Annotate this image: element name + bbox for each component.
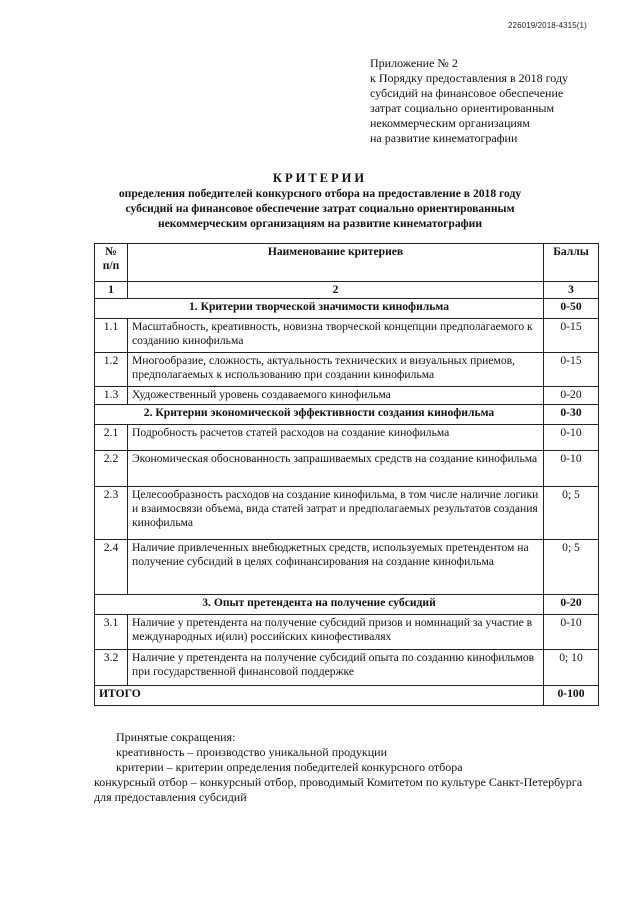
table-row <box>95 425 599 451</box>
row-criterion: Целесообразность расходов на создание кинофильма, в том числе наличие логики и взаимосвязи объема, вида статей затрат и предполагаемых результатов создания кинофильма <box>128 487 544 540</box>
index-cell: 2 <box>128 282 544 299</box>
table-index-row <box>95 282 599 299</box>
row-points: 0-15 <box>544 319 599 353</box>
abbreviations-heading: Принятые сокращения: <box>116 730 236 744</box>
criteria-table <box>94 243 599 706</box>
row-points: 0-15 <box>544 353 599 387</box>
section-points: 0-50 <box>544 299 599 319</box>
appendix-line: затрат социально ориентированным <box>370 101 555 115</box>
subtitle-line: определения победителей конкурсного отбора на предоставление в 2018 году <box>118 187 522 200</box>
appendix-line: к Порядку предоставления в 2018 году <box>370 71 569 85</box>
row-points: 0-10 <box>544 451 599 487</box>
table-row <box>95 650 599 686</box>
row-number: 2.1 <box>95 425 128 451</box>
appendix-line: на развитие кинематографии <box>370 131 518 145</box>
table-row <box>95 319 599 353</box>
abbreviation-item: креативность – производство уникальной продукции <box>116 745 388 759</box>
row-number: 1.2 <box>95 353 128 387</box>
row-points: 0-10 <box>544 615 599 650</box>
row-points: 0; 5 <box>544 540 599 595</box>
appendix-line: субсидий на финансовое обеспечение <box>370 86 564 100</box>
row-points: 0; 10 <box>544 650 599 686</box>
index-cell: 1 <box>95 282 128 299</box>
row-number: 2.4 <box>95 540 128 595</box>
row-criterion: Экономическая обоснованность запрашиваемых средств на создание кинофильма <box>128 451 544 487</box>
section-title: 3. Опыт претендента на получение субсидий <box>95 595 544 615</box>
row-criterion: Масштабность, креативность, новизна творческой концепции предполагаемого к созданию кинофильма <box>128 319 544 353</box>
row-criterion: Наличие у претендента на получение субсидий опыта по созданию кинофильмов при государственной финансовой поддержке <box>128 650 544 686</box>
row-criterion: Наличие привлеченных внебюджетных средств, используемых претендентом на получение субсидий в целях софинансирования на создание кинофильма <box>128 540 544 595</box>
document-subtitle <box>0 186 640 231</box>
document-title: КРИТЕРИИ <box>272 171 368 185</box>
subtitle-line: субсидий на финансовое обеспечение затрат социально ориентированным <box>125 202 515 215</box>
abbreviation-item: конкурсный отбор – конкурсный отбор, проводимый Комитетом по культуре Санкт-Петербурга для предоставления субсидий <box>94 775 583 804</box>
row-number: 2.2 <box>95 451 128 487</box>
header-criteria-name: Наименование критериев <box>128 244 544 282</box>
section-row <box>95 299 599 319</box>
row-points: 0; 5 <box>544 487 599 540</box>
row-criterion: Художественный уровень создаваемого кинофильма <box>128 387 544 405</box>
appendix-line: Приложение № 2 <box>370 56 458 70</box>
table-row <box>95 353 599 387</box>
section-title: 1. Критерии творческой значимости кинофильма <box>95 299 544 319</box>
row-points: 0-20 <box>544 387 599 405</box>
total-row <box>95 686 599 706</box>
row-criterion: Подробность расчетов статей расходов на создание кинофильма <box>128 425 544 451</box>
header-number: № п/п <box>95 244 128 282</box>
row-criterion: Наличие у претендента на получение субсидий призов и номинаций за участие в международных и(или) российских кинофестивалях <box>128 615 544 650</box>
table-row <box>95 487 599 540</box>
appendix-heading <box>370 56 620 146</box>
total-label: ИТОГО <box>95 686 544 706</box>
abbreviations-block <box>94 730 602 805</box>
row-number: 2.3 <box>95 487 128 540</box>
table-row <box>95 451 599 487</box>
row-number: 3.2 <box>95 650 128 686</box>
table-row <box>95 540 599 595</box>
index-cell: 3 <box>544 282 599 299</box>
row-points: 0-10 <box>544 425 599 451</box>
table-header-row <box>95 244 599 282</box>
row-criterion: Многообразие, сложность, актуальность технических и визуальных приемов, предполагаемых к использованию при создании кинофильма <box>128 353 544 387</box>
table-row <box>95 615 599 650</box>
row-number: 1.1 <box>95 319 128 353</box>
subtitle-line: некоммерческим организациям на развитие кинематографии <box>157 217 483 230</box>
document-registration-number: 226019/2018-4315(1) <box>508 21 587 30</box>
section-row <box>95 595 599 615</box>
total-points: 0-100 <box>544 686 599 706</box>
section-points: 0-30 <box>544 405 599 425</box>
section-row <box>95 405 599 425</box>
appendix-line: некоммерческим организациям <box>370 116 530 130</box>
section-title: 2. Критерии экономической эффективности создания кинофильма <box>95 405 544 425</box>
row-number: 1.3 <box>95 387 128 405</box>
table-row <box>95 387 599 405</box>
header-points: Баллы <box>544 244 599 282</box>
section-points: 0-20 <box>544 595 599 615</box>
abbreviation-item: критерии – критерии определения победителей конкурсного отбора <box>116 760 463 774</box>
row-number: 3.1 <box>95 615 128 650</box>
